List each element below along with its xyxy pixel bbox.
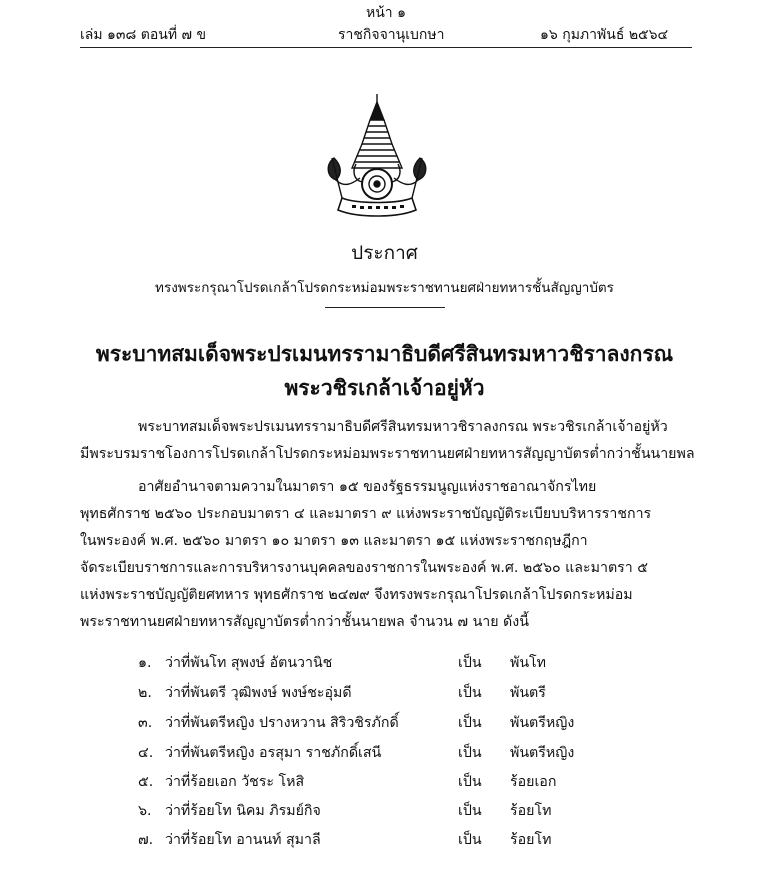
list-item (138, 771, 698, 793)
item-rank: พันโท (510, 655, 547, 671)
appointee-name: ว่าที่ร้อยเอก วัชระ โหสิ (165, 774, 305, 790)
king-name-line2: พระวชิรเกล้าเจ้าอยู่หัว (284, 376, 485, 400)
paragraph-line: พระราชทานยศฝ่ายทหารสัญญาบัตรต่ำกว่าชั้นนายพล จำนวน ๗ นาย ดังนี้ (80, 614, 529, 630)
item-rank: ร้อยเอก (510, 774, 557, 790)
gazette-name: ราชกิจจานุเบกษา (338, 27, 445, 43)
list-item (138, 800, 698, 822)
item-connector: เป็น (458, 803, 482, 819)
list-item (138, 712, 698, 734)
volume-issue: เล่ม ๑๓๘ ตอนที่ ๗ ข (80, 27, 207, 43)
item-number: ๑. (138, 655, 152, 671)
appointee-name: ว่าที่พันตรีหญิง อรสุมา ราชภักดิ์เสนี (165, 745, 382, 761)
appointee-name: ว่าที่พันโท สุพงษ์ อัตนวานิช (165, 655, 333, 671)
announcement-title: ประกาศ (351, 242, 418, 264)
body-paragraph-1 (80, 416, 695, 466)
header-rule (80, 47, 692, 48)
item-rank: ร้อยโท (510, 803, 552, 819)
publication-date: ๑๖ กุมภาพันธ์ ๒๕๖๔ (540, 27, 669, 43)
item-connector: เป็น (458, 774, 482, 790)
paragraph-line: จัดระเบียบราชการและการบริหารงานบุคคลของราชการในพระองค์ พ.ศ. ๒๕๖๐ และมาตรา ๕ (80, 560, 648, 576)
page-number: หน้า ๑ (366, 5, 406, 21)
body-paragraph-2 (80, 476, 692, 636)
item-connector: เป็น (458, 715, 482, 731)
royal-emblem-icon (312, 92, 442, 222)
item-connector: เป็น (458, 655, 482, 671)
item-number: ๔. (138, 745, 154, 761)
item-number: ๓. (138, 715, 153, 731)
appointee-name: ว่าที่ร้อยโท นิคม ภิรมย์กิจ (165, 803, 321, 819)
item-connector: เป็น (458, 832, 482, 848)
paragraph-line: พระบาทสมเด็จพระปรเมนทรรามาธิบดีศรีสินทรมหาวชิราลงกรณ พระวชิรเกล้าเจ้าอยู่หัว (138, 419, 668, 435)
king-name-line1: พระบาทสมเด็จพระปรเมนทรรามาธิบดีศรีสินทรมหาวชิราลงกรณ (95, 342, 674, 366)
item-number: ๖. (138, 803, 152, 819)
list-item (138, 652, 698, 674)
appointee-name: ว่าที่พันตรีหญิง ปรางหวาน สิริวชิรภักดิ์ (165, 715, 399, 731)
announcement-subtitle: ทรงพระกรุณาโปรดเกล้าโปรดกระหม่อมพระราชทานยศฝ่ายทหารชั้นสัญญาบัตร (155, 280, 614, 296)
item-number: ๗. (138, 832, 154, 848)
paragraph-line: ในพระองค์ พ.ศ. ๒๕๖๐ มาตรา ๑๐ มาตรา ๑๓ และมาตรา ๑๕ แห่งพระราชกฤษฎีกา (80, 533, 588, 549)
item-rank: ร้อยโท (510, 832, 552, 848)
royal-emblem (312, 92, 442, 222)
paragraph-line: แห่งพระราชบัญญัติยศทหาร พุทธศักราช ๒๔๗๙ จึงทรงพระกรุณาโปรดเกล้าโปรดกระหม่อม (80, 587, 633, 603)
paragraph-line: มีพระบรมราชโองการโปรดเกล้าโปรดกระหม่อมพระราชทานยศฝ่ายทหารสัญญาบัตรต่ำกว่าชั้นนายพล (80, 446, 695, 462)
appointee-name: ว่าที่พันตรี วุฒิพงษ์ พงษ์ชะอุ่มดี (165, 685, 352, 701)
item-number: ๒. (138, 685, 152, 701)
item-rank: พันตรีหญิง (510, 715, 575, 731)
list-item (138, 742, 698, 764)
appointee-name: ว่าที่ร้อยโท อานนท์ สุมาลี (165, 832, 321, 848)
item-connector: เป็น (458, 685, 482, 701)
item-rank: พันตรีหญิง (510, 745, 575, 761)
title-underline (325, 307, 445, 308)
item-connector: เป็น (458, 745, 482, 761)
paragraph-line: พุทธศักราช ๒๕๖๐ ประกอบมาตรา ๔ และมาตรา ๙ แห่งพระราชบัญญัติระเบียบบริหารราชการ (80, 506, 652, 522)
item-number: ๕. (138, 774, 154, 790)
paragraph-line: อาศัยอำนาจตามความในมาตรา ๑๕ ของรัฐธรรมนูญแห่งราชอาณาจักรไทย (138, 479, 597, 495)
item-rank: พันตรี (510, 685, 546, 701)
list-item (138, 682, 698, 704)
list-item (138, 829, 698, 851)
